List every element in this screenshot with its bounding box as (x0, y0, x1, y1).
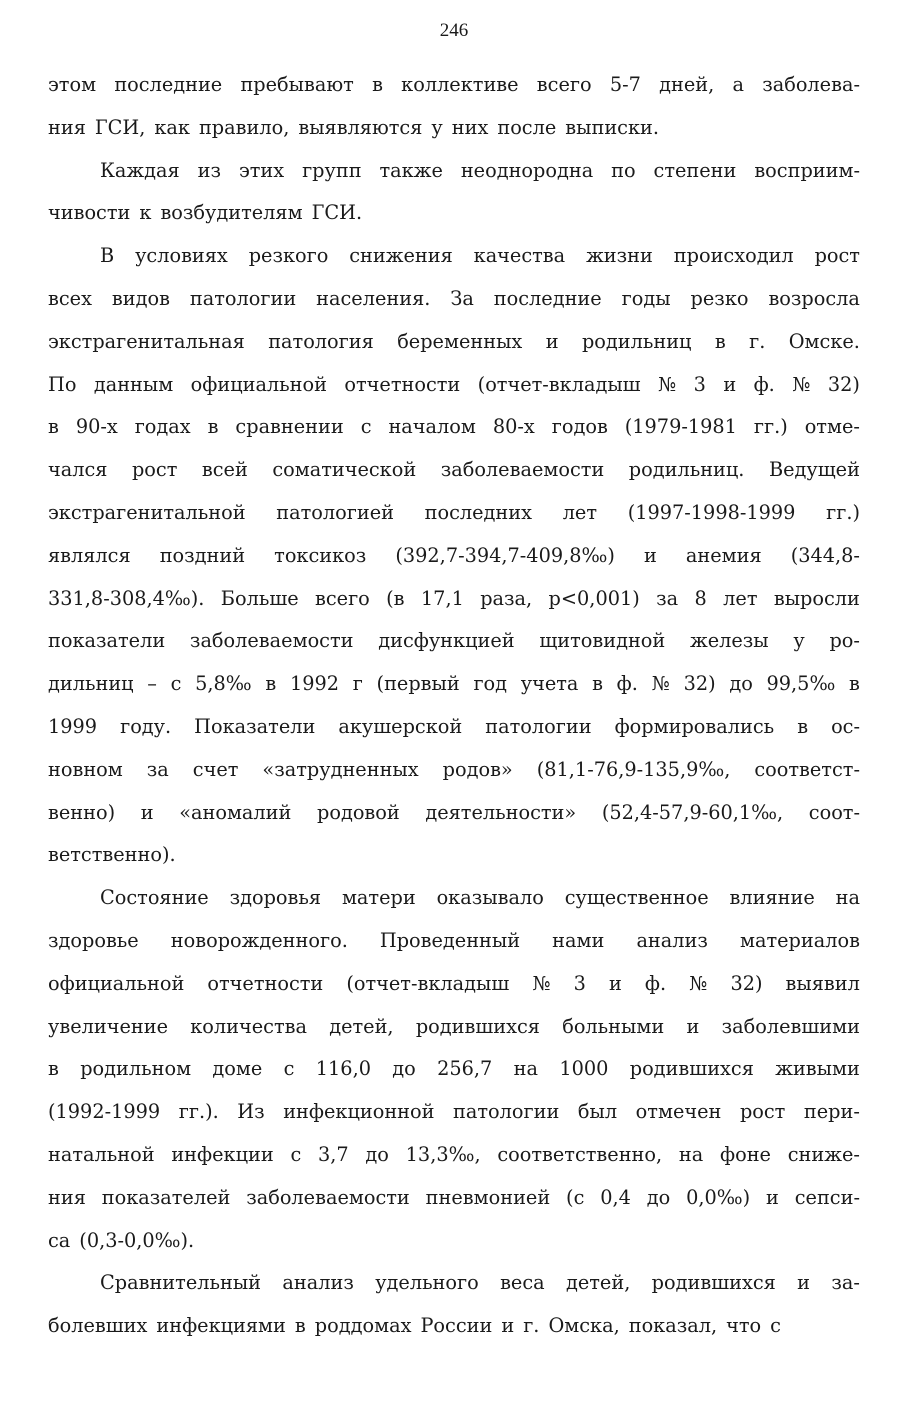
text-line: чался рост всей соматической заболеваемости родильниц. Ведущей (48, 458, 860, 482)
text-line: венно) и «аномалий родовой деятельности» (52,4-57,9-60,1‰, соот- (48, 800, 860, 824)
text-line: 1999 году. Показатели акушерской патологии формировались в ос- (48, 714, 860, 738)
text-line: Каждая из этих групп также неоднородна по степени восприим- (100, 158, 860, 182)
text-line: 331,8-308,4‰). Больше всего (в 17,1 раза, p<0,001) за 8 лет выросли (48, 586, 860, 610)
text-line: в 90-х годах в сравнении с началом 80-х годов (1979-1981 гг.) отме- (48, 415, 860, 439)
text-line: Состояние здоровья матери оказывало существенное влияние на (100, 886, 860, 910)
text-line: экстрагенитальной патологией последних лет (1997-1998-1999 гг.) (48, 500, 860, 524)
text-line: экстрагенитальная патология беременных и родильниц в г. Омске. (48, 329, 860, 353)
text-line: новном за счет «затрудненных родов» (81,1-76,9-135,9‰, соответст- (48, 757, 860, 781)
text-line: увеличение количества детей, родившихся больными и заболевшими (48, 1014, 860, 1038)
text-line: чивости к возбудителям ГСИ. (48, 201, 363, 225)
text-line: дильниц – с 5,8‰ в 1992 г (первый год учета в ф. № 32) до 99,5‰ в (48, 672, 860, 696)
text-line: всех видов патологии населения. За последние годы резко возросла (48, 286, 860, 310)
text-line: В условиях резкого снижения качества жизни происходил рост (100, 244, 860, 268)
paragraph (48, 235, 860, 877)
text-line: официальной отчетности (отчет-вкладыш № 3 и ф. № 32) выявил (48, 971, 860, 995)
page-number: 246 (439, 20, 469, 41)
text-line: ния показателей заболеваемости пневмонией (с 0,4 до 0,0‰) и сепси- (48, 1185, 860, 1209)
document-body (48, 64, 860, 1348)
text-line: натальной инфекции с 3,7 до 13,3‰, соответственно, на фоне сниже- (48, 1142, 860, 1166)
paragraph (48, 64, 860, 150)
text-line: в родильном доме с 116,0 до 256,7 на 1000 родившихся живыми (48, 1057, 860, 1081)
text-line: являлся поздний токсикоз (392,7-394,7-409,8‰) и анемия (344,8- (48, 543, 860, 567)
text-line: (1992-1999 гг.). Из инфекционной патологии был отмечен рост пери- (48, 1100, 860, 1124)
text-line: ния ГСИ, как правило, выявляются у них после выписки. (48, 115, 659, 139)
paragraph (48, 150, 860, 236)
text-line: болевших инфекциями в роддомах России и г. Омска, показал, что с (48, 1314, 781, 1338)
text-line: показатели заболеваемости дисфункцией щитовидной железы у ро- (48, 629, 860, 653)
text-line: здоровье новорожденного. Проведенный нами анализ материалов (48, 928, 860, 952)
text-line: По данным официальной отчетности (отчет-вкладыш № 3 и ф. № 32) (48, 372, 860, 396)
text-line: этом последние пребывают в коллективе всего 5-7 дней, а заболева- (48, 73, 860, 96)
text-line: са (0,3-0,0‰). (48, 1228, 195, 1252)
text-line: Сравнительный анализ удельного веса детей, родившихся и за- (100, 1271, 860, 1295)
paragraph (48, 877, 860, 1262)
paragraph (48, 1262, 860, 1348)
text-line: ветственно). (48, 843, 176, 867)
